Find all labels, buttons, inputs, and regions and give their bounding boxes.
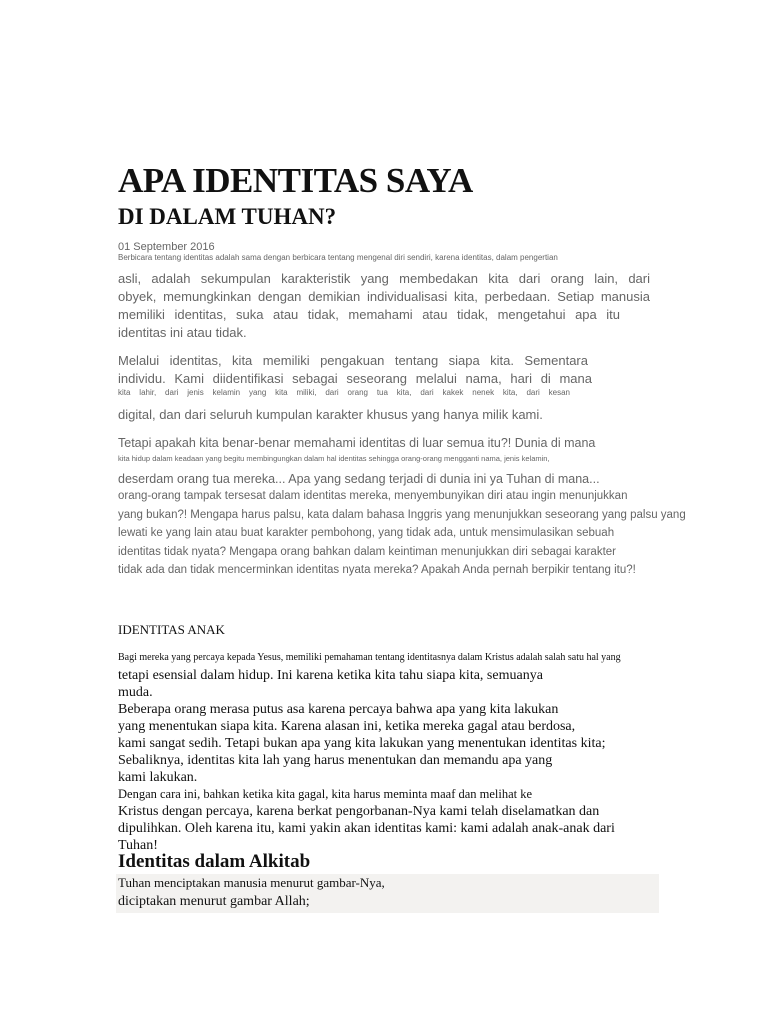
paragraph-line: memiliki identitas, suka atau tidak, memahami atau tidak, mengetahui apa itu [118, 307, 620, 322]
intro-small-text: Berbicara tentang identitas adalah sama dengan berbicara tentang mengenal diri sendiri, karena identitas, dalam pengertian [118, 253, 558, 262]
body-line: Dengan cara ini, bahkan ketika kita gagal, kita harus meminta maaf dan melihat ke [118, 787, 533, 801]
paragraph-line: tidak ada dan tidak mencerminkan identitas nyata mereka? Apakah Anda pernah berpikir tentang itu?! [118, 564, 636, 576]
paragraph-3-rest [118, 487, 686, 580]
section-anak-body [118, 667, 678, 854]
body-line: Sebaliknya, identitas kita lah yang harus menentukan dan memandu apa yang [118, 753, 553, 768]
paragraph-2-end: digital, dan dari seluruh kumpulan karakter khusus yang hanya milik kami. [118, 407, 543, 422]
paragraph-line: yang bukan?! Mengapa harus palsu, kata dalam bahasa Inggris yang menunjukkan seseorang yang palsu yang [118, 508, 686, 521]
quote-line: diciptakan menurut gambar Allah; [118, 894, 310, 909]
quote-line: Tuhan menciptakan manusia menurut gambar-Nya, [118, 875, 385, 890]
paragraph-line: identitas tidak nyata? Mengapa orang bahkan dalam keintiman menunjukkan diri sebagai karakter [118, 545, 616, 558]
publish-date: 01 September 2016 [118, 241, 215, 253]
paragraph-2-small: kita lahir, dari jenis kelamin yang kita miliki, dari orang tua kita, dari kakek nenek kita, dari kesan [118, 388, 570, 397]
paragraph-3-small: kita hidup dalam keadaan yang begitu membingungkan dalam hal identitas sehingga orang-orang mengganti nama, jenis kelamin, [118, 454, 550, 463]
paragraph-3-mid: deserdam orang tua mereka... Apa yang sedang terjadi di dunia ini ya Tuhan di mana... [118, 472, 600, 486]
page-subtitle: DI DALAM TUHAN? [118, 204, 337, 229]
paragraph-3-first: Tetapi apakah kita benar-benar memahami identitas di luar semua itu?! Dunia di mana [118, 436, 596, 450]
body-line: yang menentukan siapa kita. Karena alasan ini, ketika mereka gagal atau berdosa, [118, 719, 576, 734]
paragraph-line: Melalui identitas, kita memiliki pengakuan tentang siapa kita. Sementara [118, 353, 588, 368]
page-title: APA IDENTITAS SAYA [118, 161, 473, 200]
paragraph-1 [118, 270, 650, 342]
body-line: dipulihkan. Oleh karena itu, kami yakin akan identitas kami: kami adalah anak-anak dari [118, 821, 615, 836]
section-heading-identitas-alkitab: Identitas dalam Alkitab [118, 851, 311, 872]
paragraph-line: orang-orang tampak tersesat dalam identitas mereka, menyembunyikan diri atau ingin menunjukkan [118, 490, 628, 502]
paragraph-line: obyek, memungkinkan dengan demikian individualisasi kita, perbedaan. Setiap manusia [118, 289, 650, 304]
paragraph-line: asli, adalah sekumpulan karakteristik yang membedakan kita dari orang lain, dari [118, 271, 650, 286]
body-line: Beberapa orang merasa putus asa karena percaya bahwa apa yang kita lakukan [118, 702, 559, 717]
paragraph-2 [118, 352, 650, 388]
paragraph-line: identitas ini atau tidak. [118, 325, 247, 340]
paragraph-line: lewati ke yang lain atau buat karakter pembohong, yang tidak ada, untuk mensimulasikan sebuah [118, 527, 615, 539]
body-line: muda. [118, 685, 153, 700]
body-line: tetapi esensial dalam hidup. Ini karena ketika kita tahu siapa kita, semuanya [118, 668, 543, 683]
body-line: kami sangat sedih. Tetapi bukan apa yang kita lakukan yang menentukan identitas kita; [118, 736, 606, 751]
body-line: kami lakukan. [118, 770, 198, 785]
section-anak-small-text: Bagi mereka yang percaya kepada Yesus, memiliki pemahaman tentang identitasnya dalam Kristus adalah salah satu hal yang [118, 652, 621, 663]
body-line: Tuhan! [118, 838, 158, 853]
body-line: Kristus dengan percaya, karena berkat pengorbanan-Nya kami telah diselamatkan dan [118, 804, 600, 819]
section-heading-identitas-anak: IDENTITAS ANAK [118, 622, 225, 637]
paragraph-line: individu. Kami diidentifikasi sebagai seseorang melalui nama, hari di mana [118, 371, 592, 386]
